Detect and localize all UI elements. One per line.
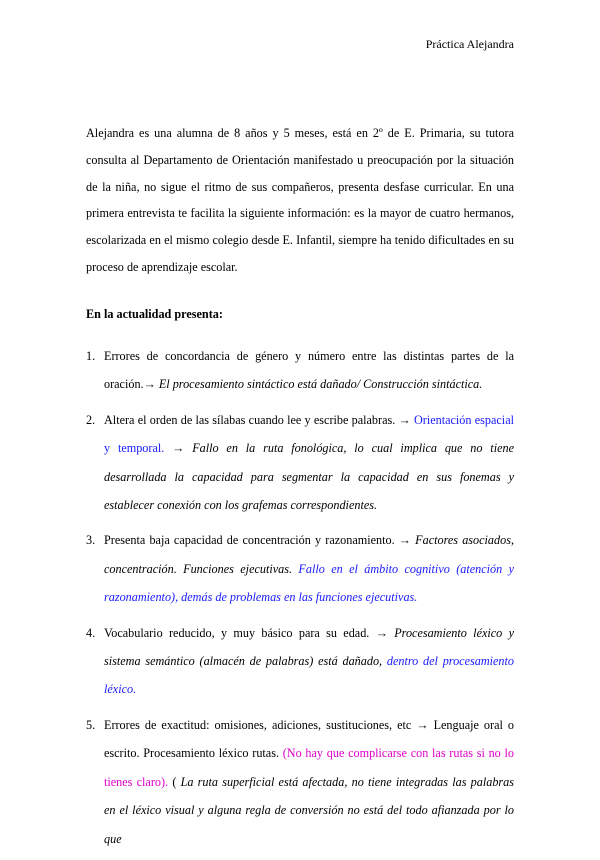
item-text-continued: Lenguaje oral o escrito. Procesamiento léxico rutas. <box>104 717 514 761</box>
item-note-magenta: (No hay que complicarse con las rutas si no lo tienes claro). <box>104 746 514 789</box>
item-note: Fallo en la ruta fonológica, lo cual implica que no tiene desarrollada la capacidad para segmentar la capacidad en sus fonemas y establecer conexión con los grafemas correspondientes. <box>104 441 514 513</box>
list-item <box>86 526 514 611</box>
section-subheading: En la actualidad presenta: <box>86 307 223 321</box>
observations-list <box>86 342 514 860</box>
item-number: 1. <box>86 349 96 363</box>
arrow-icon: → <box>164 441 193 456</box>
item-note-blue: dentro del procesamiento léxico. <box>104 654 514 697</box>
arrow-icon: → <box>398 533 416 548</box>
list-item <box>86 342 514 399</box>
item-note-blue: Orientación espacial y temporal. <box>104 412 514 456</box>
item-text: Errores de concordancia de género y número entre las distintas partes de la oración. <box>104 349 514 392</box>
item-note: La ruta superficial está afectada, no tiene integradas las palabras en el léxico visual y alguna regla de conversión no está del todo afianzada por lo que <box>104 774 515 846</box>
item-note: Factores asociados, concentración. Funciones ejecutivas. <box>104 533 514 576</box>
item-note: Procesamiento léxico y sistema semántico (almacén de palabras) está dañado, <box>104 625 515 669</box>
arrow-icon: → <box>416 717 434 732</box>
item-note-blue: Fallo en el ámbito cognitivo (atención y razonamiento), demás de problemas en las funciones ejecutivas. <box>104 561 514 605</box>
intro-paragraph: Alejandra es una alumna de 8 años y 5 meses, está en 2º de E. Primaria, su tutora consulta al Departamento de Orientación manifestado u preocupación por la situación de la niña, no sigue el ritmo de sus compañeros, presenta desfase curricular. En una primera entrevista te facilita la siguiente información: es la mayor de cuatro hermanos, escolarizada en el mismo colegio desde E. Infantil, siempre ha tenido dificultades en su proceso de aprendizaje escolar. <box>86 126 514 274</box>
arrow-icon: → <box>398 412 414 427</box>
list-item <box>86 711 514 853</box>
page-header: Práctica Alejandra <box>425 37 514 51</box>
item-paren: ( <box>168 774 181 789</box>
item-text: Vocabulario reducido, y muy básico para su edad. <box>104 625 376 640</box>
list-item <box>86 406 514 520</box>
item-text: Altera el orden de las sílabas cuando lee y escribe palabras. <box>104 412 399 427</box>
list-item <box>86 619 514 704</box>
item-text: Presenta baja capacidad de concentración y razonamiento. <box>104 533 399 548</box>
item-number: 3. <box>86 533 96 548</box>
item-note: El procesamiento sintáctico está dañado/ Construcción sintáctica. <box>158 377 483 392</box>
item-text: Errores de exactitud: omisiones, adiciones, sustituciones, etc <box>104 717 417 732</box>
item-number: 4. <box>86 625 96 640</box>
item-number: 5. <box>86 717 96 732</box>
arrow-icon: → <box>375 625 395 640</box>
item-number: 2. <box>86 412 96 427</box>
arrow-icon: → <box>143 377 159 392</box>
